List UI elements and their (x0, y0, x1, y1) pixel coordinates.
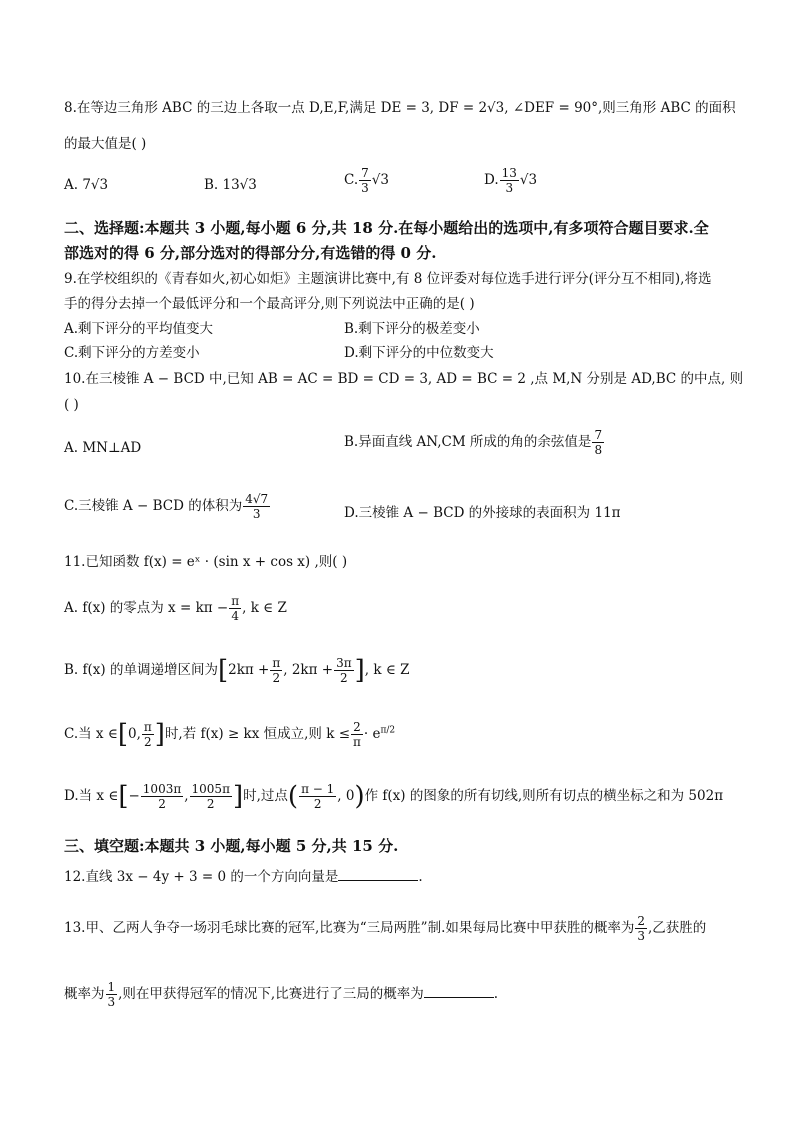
q8-d-num: 13 (501, 166, 517, 180)
q11-d-inner1: − (128, 788, 140, 804)
q8-line2: 的最大值是( ) (64, 136, 147, 152)
q11-c-n: π (143, 720, 152, 734)
q11-c-exp: π/2 (380, 725, 396, 736)
q12-end: . (418, 869, 423, 885)
q11-option-a (64, 594, 287, 623)
q13-suffix: ,乙获胜的 (648, 920, 707, 936)
q11-c-mid: 时,若 f(x) ≥ kx 恒成立,则 k ≤ (164, 726, 351, 742)
q10-line2: ( ) (64, 397, 79, 413)
q11-c-inner: 0, (128, 726, 141, 742)
section2-heading-line2: 部选对的得 6 分,部分选对的得部分分,有选错的得 0 分. (64, 244, 437, 262)
q8-d-suffix: √3 (519, 172, 538, 188)
q11-option-d (64, 782, 723, 811)
q10-line1: 10.在三棱锥 A − BCD 中,已知 AB = AC = BD = CD = 3, AD = BC = 2 ,点 M,N 分别是 AD,BC 的中点, 则 (64, 371, 744, 387)
q11-d-n1: 1003π (142, 782, 182, 796)
q11-d-d2: 2 (206, 797, 215, 811)
q11-b-inner1: 2kπ + (228, 662, 270, 678)
q11-d-rbracket: ] (232, 781, 244, 812)
q9-line2: 手的得分去掉一个最低评分和一个最高评分,则下列说法中正确的是( ) (64, 296, 475, 312)
q8-option-a: A. 7√3 (64, 177, 109, 193)
q11-d-d3: 2 (313, 797, 322, 811)
q11-b-inner2: , 2kπ + (283, 662, 334, 678)
q11-b-suffix: , k ∈ Z (364, 662, 410, 678)
q9-option-a: A.剩下评分的平均值变大 (64, 321, 214, 337)
q8-c-fraction (359, 166, 371, 195)
q12-line1 (64, 866, 423, 887)
q11-c-rbracket: ] (154, 719, 165, 750)
q12-answer-blank (338, 866, 418, 881)
q10-b-fraction (592, 428, 604, 457)
q10-option-a: A. MN⊥AD (64, 440, 142, 456)
q9-option-d: D.剩下评分的中位数变大 (344, 345, 494, 361)
q11-d-n3: π − 1 (301, 782, 335, 796)
q13-line2-suffix: ,则在甲获得冠军的情况下,比赛进行了三局的概率为 (118, 986, 424, 1002)
q8-option-d (484, 166, 537, 195)
q11-b-n1: π (272, 656, 281, 670)
q11-a-num: π (231, 594, 240, 608)
q11-d-frac3 (299, 782, 336, 811)
q13-end: . (493, 986, 499, 1002)
q11-d-prefix: D.当 x ∈ (64, 788, 119, 804)
q10-c-num: 4√7 (245, 492, 269, 506)
q8-d-fraction (500, 166, 519, 195)
q8-c-den: 3 (361, 181, 369, 195)
section3-heading: 三、填空题:本题共 3 小题,每小题 5 分,共 15 分. (64, 837, 399, 855)
q13-line2 (64, 980, 498, 1009)
q13-n2: 1 (107, 980, 116, 994)
q10-c-den: 3 (252, 507, 261, 521)
q11-option-c (64, 720, 395, 749)
q11-d-n2: 1005π (191, 782, 230, 796)
q11-c-d2: π (353, 735, 361, 749)
q10-option-b (344, 428, 605, 457)
q13-line2-prefix: 概率为 (64, 986, 105, 1002)
q8-option-b: B. 13√3 (204, 177, 257, 193)
q13-n1: 2 (637, 914, 645, 928)
q8-d-prefix: D. (484, 172, 499, 188)
q12-text: 12.直线 3x − 4y + 3 = 0 的一个方向向量是 (64, 869, 339, 885)
q8-c-num: 7 (361, 166, 369, 180)
q11-d-d1: 2 (158, 797, 166, 811)
q11-b-d2: 2 (340, 671, 348, 685)
q13-prefix: 13.甲、乙两人争夺一场羽毛球比赛的冠军,比赛为“三局两胜”制.如果每局比赛中甲获胜的概率为 (64, 920, 635, 936)
q10-c-fraction (243, 492, 270, 521)
q11-b-lbracket: [ (217, 655, 229, 686)
q9-option-b: B.剩下评分的极差变小 (344, 321, 480, 337)
q11-d-frac1 (141, 782, 183, 811)
q10-b-prefix: B.异面直线 AN,CM 所成的角的余弦值是 (344, 434, 592, 450)
q11-d-frac2 (190, 782, 232, 811)
q11-d-mid: 时,过点 (243, 788, 288, 804)
q11-d-comma: , (184, 788, 189, 804)
q13-frac2 (106, 980, 118, 1009)
q11-c-d: 2 (144, 735, 152, 749)
q11-c-prefix: C.当 x ∈ (64, 726, 118, 742)
q9-line1: 9.在学校组织的《青春如火,初心如炬》主题演讲比赛中,有 8 位评委对每位选手进行评分(评分互不相同),将选 (64, 271, 712, 287)
q11-d-pt: , 0 (337, 788, 355, 804)
q11-a-prefix: A. f(x) 的零点为 x = kπ − (64, 600, 229, 616)
q10-c-prefix: C.三棱锥 A − BCD 的体积为 (64, 498, 243, 514)
q11-d-rparen: ) (354, 781, 365, 812)
q9-option-c: C.剩下评分的方差变小 (64, 345, 200, 361)
q11-a-suffix: , k ∈ Z (242, 600, 287, 616)
q8-c-prefix: C. (344, 172, 359, 188)
q11-c-tail: · e (363, 726, 381, 742)
q11-c-n2: 2 (353, 720, 361, 734)
q13-line1 (64, 914, 706, 943)
q11-b-prefix: B. f(x) 的单调递增区间为 (64, 662, 218, 678)
q11-c-frac1 (142, 720, 154, 749)
q11-b-n2: 3π (336, 656, 352, 670)
q13-frac1 (635, 914, 647, 943)
q11-b-frac2 (334, 656, 354, 685)
q10-b-den: 8 (594, 443, 603, 457)
q13-d2: 3 (107, 995, 116, 1009)
q8-option-c (344, 166, 389, 195)
q10-b-num: 7 (594, 428, 603, 442)
q11-d-lparen: ( (287, 781, 299, 812)
q11-b-frac1 (270, 656, 282, 685)
q11-c-lbracket: [ (117, 719, 128, 750)
q11-d-tail: 作 f(x) 的图象的所有切线,则所有切点的横坐标之和为 502π (364, 788, 724, 804)
q11-line1: 11.已知函数 f(x) = eˣ · (sin x + cos x) ,则( ) (64, 554, 348, 570)
q11-b-d1: 2 (272, 671, 281, 685)
q10-option-d: D.三棱锥 A − BCD 的外接球的表面积为 11π (344, 505, 621, 521)
q11-b-rbracket: ] (354, 655, 365, 686)
q11-d-lbracket: [ (118, 781, 129, 812)
q11-option-b (64, 656, 409, 685)
q11-c-frac2 (351, 720, 363, 749)
q13-answer-blank (424, 983, 494, 998)
q8-c-suffix: √3 (371, 172, 389, 188)
q11-a-fraction (229, 594, 241, 623)
q11-a-den: 4 (231, 609, 239, 623)
section2-heading-line1: 二、选择题:本题共 3 小题,每小题 6 分,共 18 分.在每小题给出的选项中,有多项符合题目要求.全 (64, 219, 709, 237)
q8-d-den: 3 (505, 181, 514, 195)
q8-line1: 8.在等边三角形 ABC 的三边上各取一点 D,E,F,满足 DE = 3, DF = 2√3, ∠DEF = 90°,则三角形 ABC 的面积 (64, 100, 736, 116)
q10-option-c (64, 492, 271, 521)
q13-d1: 3 (637, 929, 645, 943)
